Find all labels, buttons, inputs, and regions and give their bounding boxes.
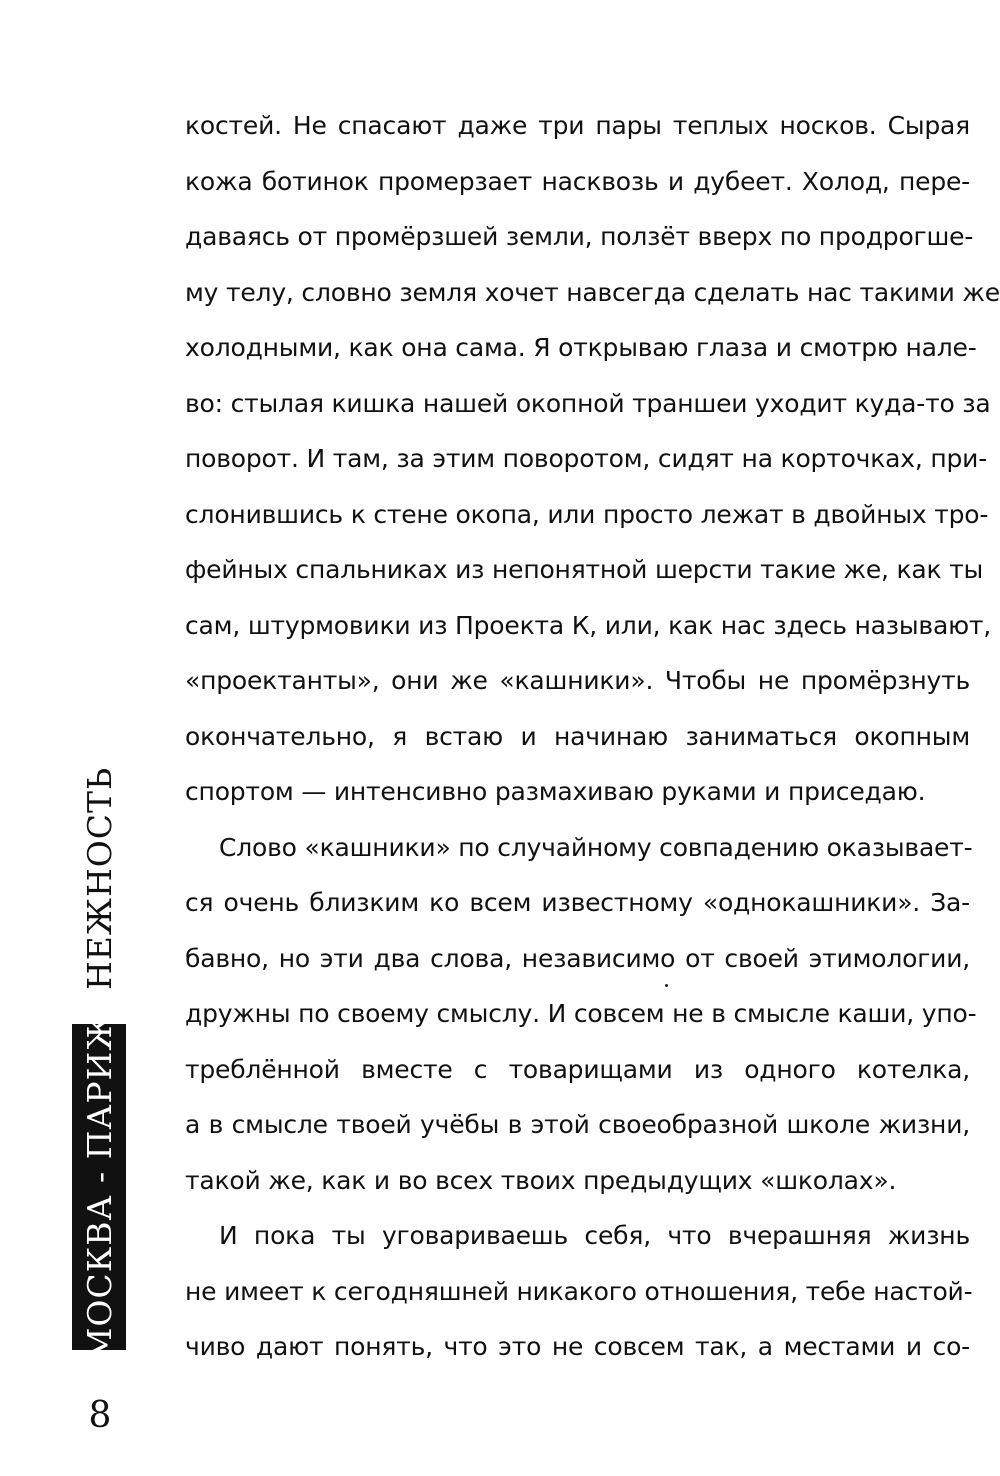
text-line: му телу, словно земля хочет навсегда сделать нас такими же (185, 277, 1000, 307)
running-head-title (80, 767, 119, 990)
text-line: не имеет к сегодняшней никакого отношения, тебе настой- (185, 1276, 973, 1306)
text-line: дружны по своему смыслу. И совсем не в смысле каши, упо- (185, 999, 977, 1028)
running-head (72, 762, 126, 1362)
text-line: бавно, но эти два слова, независимо от своей этимологии, (185, 943, 970, 973)
text-line: холодными, как она сама. Я открываю глаза и смотрю нале- (185, 333, 977, 362)
running-head-city (72, 1012, 126, 1362)
text-line: окончательно, я встаю и начинаю заниматься окопным (185, 721, 970, 751)
text-line: слонившись к стене окопа, или просто лежат в двойных тро- (185, 499, 989, 529)
text-line: «проектанты», они же «кашники». Чтобы не промёрзнуть (185, 666, 970, 695)
text-line: ся очень близким ко всем известному «однокашники». За- (185, 888, 970, 917)
text-line: во: стылая кишка нашей окопной траншеи уходит куда-то за (185, 388, 991, 418)
text-line: даваясь от промёрзшей земли, ползёт вверх по продрогше- (185, 222, 974, 251)
text-line: поворот. И там, за этим поворотом, сидят на корточках, при- (185, 444, 988, 473)
text-line: костей. Не спасают даже три пары теплых носков. Сырая (185, 111, 970, 140)
text-line: И пока ты уговариваешь себя, что вчерашняя жизнь (219, 1221, 970, 1250)
running-head-title-label: НЕЖНОСТЬ (79, 766, 119, 990)
text-line: фейных спальниках из непонятной шерсти такие же, как ты (185, 555, 984, 584)
text-line: кожа ботинок промерзает насквозь и дубеет. Холод, пере- (185, 166, 970, 196)
text-line: сам, штурмовики из Проекта К, или, как нас здесь называют, (185, 610, 992, 640)
text-line: треблённой вместе с товарищами из одного котелка, (185, 1054, 970, 1084)
running-head-city-label: МОСКВА - ПАРИЖ (79, 1012, 119, 1362)
page-number: 8 (88, 1395, 112, 1436)
text-line: такой же, как и во всех твоих предыдущих «школах». (185, 1165, 897, 1195)
text-line: Слово «кашники» по случайному совпадению оказывает- (219, 832, 973, 862)
text-line: чиво дают понять, что это не совсем так, а местами и со- (185, 1332, 970, 1361)
text-line: а в смысле твоей учёбы в этой своеобразной школе жизни, (185, 1110, 970, 1139)
body-text (185, 98, 1000, 1375)
print-speck (665, 984, 668, 987)
running-head-rotated (72, 762, 126, 1362)
text-line: спортом — интенсивно размахиваю руками и приседаю. (185, 777, 926, 806)
